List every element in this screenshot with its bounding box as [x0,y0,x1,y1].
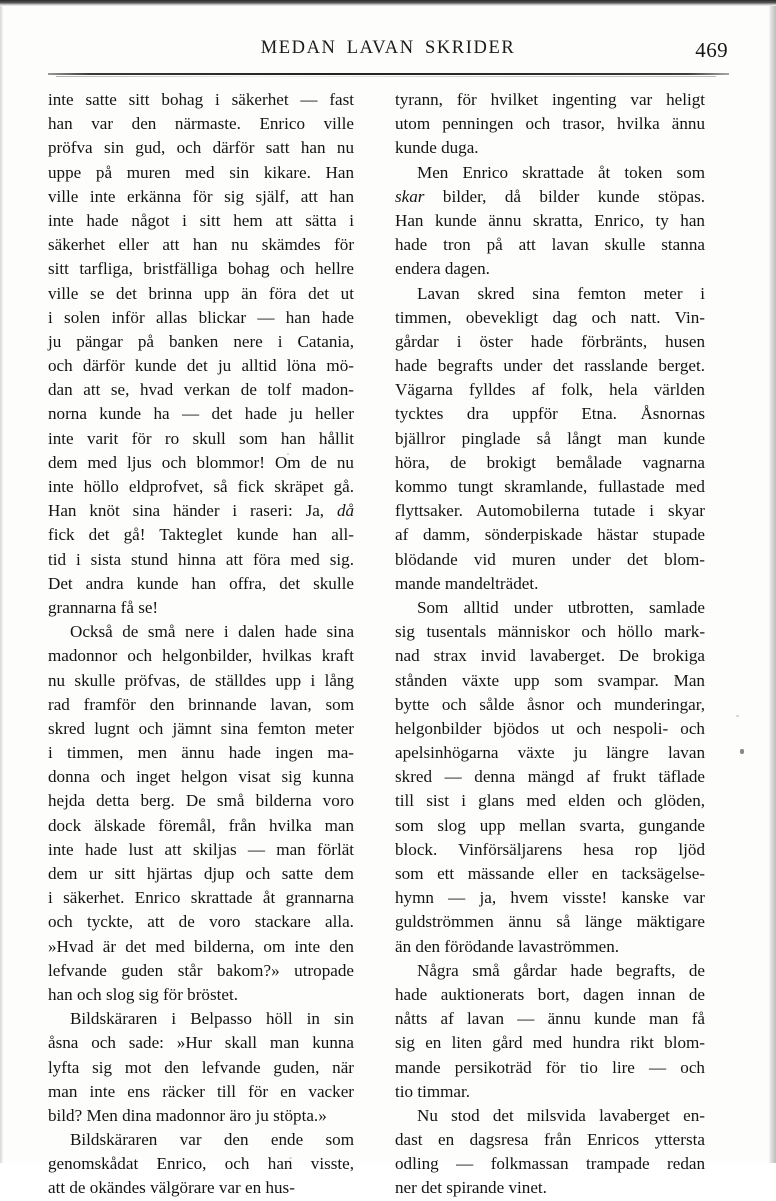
text-line: bytte och sålde åsnor och munderingar, [395,694,706,714]
text-line: Som alltid under utbrotten, samlade [417,597,705,617]
text-line: dock älskade föremål, från hvilka man [48,815,355,835]
page-number: 469 [695,38,728,62]
text-line: i timmen, men ännu hade ingen ma- [48,743,354,763]
text-line: och tyckte, att de voro stackare alla. [48,912,354,932]
text-line: till sist i glans med elden och glöden, [395,791,706,811]
text-line: apelsinhögarna växte ju längre lavan [395,743,705,763]
running-head-title: MEDAN LAVAN SKRIDER [260,38,516,58]
text-line: man inte ens räcker till för en vacker [48,1081,354,1101]
paragraph [48,620,354,1007]
text-line: nad strax invid lavaberget. De brokiga [395,646,705,666]
scan-edge-top [0,0,776,6]
text-line: skred — denna mängd af frukt täflade [395,767,705,787]
text-line: hade begrafts under det rasslande berget. [395,356,706,376]
text-line: sig en liten gård med hundra rikt blom- [395,1033,705,1053]
text-line: Lavan skred sina femton meter i [417,283,705,303]
text-line: mande mandelträdet. [395,573,539,593]
text-line: ville inte erkänna för sig själf, att han [48,186,355,206]
text-line: skred lugnt och jämnt sina femton meter [48,718,354,738]
text-line: skar bilder, då bilder kunde stöpas. [395,186,705,206]
paragraph [395,596,705,959]
text-column-left [48,88,354,1201]
text-line: Men Enrico skrattade åt token som [417,162,705,182]
text-line: än den förödande lavaströmmen. [395,936,620,956]
text-line: inte varit för ro skull som han hållit [48,428,355,448]
paragraph [48,1007,354,1128]
text-line: block. Vinförsäljarens hesa rop ljöd [395,839,706,859]
text-line: åsna och sade: »Hur skall man kunna [48,1033,354,1053]
text-line: tycktes dra uppför Etna. Åsnornas [395,404,706,424]
text-line: kommo tungt skramlande, fullastade med [395,477,705,496]
scan-edge-left [0,6,3,1163]
text-line: helgonbilder bjödos ut och nespoli- och [395,718,705,738]
text-line: dast en dagsresa från Enricos yttersta [395,1130,705,1150]
paragraph [395,282,705,596]
text-line: flyttsaker. Automobilerna tutade i skyar [395,501,705,521]
text-line: dan att se, hvad verkan de tolf madon- [48,380,354,400]
ink-speck [740,749,744,754]
text-line: pröfva sin gud, och därför satt han nu [48,138,354,158]
text-line: madonnor och helgonbilder, hvilkas kraft [48,646,354,666]
text-line: tyrann, för hvilket ingenting var heligt [395,90,706,109]
text-line: timmen, obevekligt dag och natt. Vin- [395,307,705,327]
text-line: Också de små nere i dalen hade sina [70,622,355,642]
text-line: i solen inför allas blickar — han hade [48,307,355,327]
text-line: donna och inget helgon visat sig kunna [48,767,354,787]
italic-word: skar [395,186,425,206]
text-line: i säkerhet. Enrico skrattade åt grannarna [48,888,354,908]
text-line: genomskådat Enrico, och han visste, [48,1154,355,1174]
paragraph [395,959,705,1104]
text-line: rad framför den brinnande lavan, som [48,694,355,714]
text-line: inte satte sitt bohag i säkerhet — fast [48,90,355,109]
text-line: kunde duga. [395,138,479,158]
text-line: inte hade lust att skiljas — man förlät [48,839,355,859]
text-line: gårdar i öster hade förbränts, husen [395,331,706,351]
text-line: han och slog sig för bröstet. [48,984,238,1004]
paragraph [48,1128,354,1201]
text-line: grannarna få se! [48,597,159,617]
text-line: »Hvad är det med bilderna, om inte den [48,936,354,956]
text-line: af damm, sönderpiskade hästar stupade [395,525,705,545]
text-line: stånden växte upp som svampar. Man [395,670,705,690]
text-line: som ett mässande eller en tacksägelse- [395,864,705,883]
ink-speck [736,715,739,717]
text-line: ville se det brinna upp än föra det ut [48,283,354,303]
text-line: sig tusentals människor och höllo mark- [395,622,706,642]
text-line: hade auktionerats bort, dagen innan de [395,984,706,1004]
header-rule-ghost [56,76,716,77]
text-line: höra, de brokigt bemålade vagnarna [395,452,705,472]
text-line: guldströmmen ännu så länge mäktigare [395,912,705,932]
running-head [48,38,728,64]
text-line: hymn — ja, hvem visste! kanske var [395,888,705,908]
text-line: bild? Men dina madonnor äro ju stöpta.» [48,1105,327,1125]
paragraph [395,161,705,282]
text-line: lyfta sig mot den lefvande guden, när [48,1057,354,1077]
text-line: mande persikoträd för tio lire — och [395,1057,705,1077]
text-line: han var den närmaste. Enrico ville [48,114,354,134]
text-line: tio timmar. [395,1081,471,1101]
text-line: ju pängar på banken nere i Catania, [48,331,354,351]
text-line: ner det spirande vinet. [395,1178,547,1198]
text-line: Bildskäraren i Belpasso höll in sin [70,1009,354,1029]
text-line: inte höllo eldprofvet, så fick skräpet gå. [48,477,355,496]
paragraph [48,88,354,620]
paragraph [395,88,705,161]
text-line: säkerhet eller att han nu skämdes för [48,235,355,255]
header-rule [48,73,729,75]
text-line: tid i sista stund hinna att föra med sig. [48,549,355,569]
text-line: odling — folkmassan trampade redan [395,1154,706,1174]
text-line: att de okändes välgörare var en hus- [48,1178,295,1198]
text-line: uppe på muren med sin kikare. Han [48,162,355,182]
text-line: och därför kunde det ju alltid löna mö- [48,356,354,376]
text-line: norna kunde ha — det hade ju heller [48,404,354,424]
italic-word: då [336,501,355,521]
text-line: Nu stod det milsvida lavaberget en- [417,1105,705,1125]
scan-edge-right [769,6,776,1163]
text-line: Han kunde ännu skratta, Enrico, ty han [395,210,705,230]
text-line: dem med ljus och blommor! Om de nu [48,452,354,472]
text-line: nu skulle pröfvas, de ställdes upp i lång [48,670,355,690]
text-line: endera dagen. [395,259,490,279]
text-line: hade tron på att lavan skulle stanna [395,235,705,255]
text-line: Några små gårdar hade begrafts, de [417,960,705,980]
text-line: Bildskäraren var den ende som [70,1130,355,1150]
text-line: utom penningen och trasor, hvilka ännu [395,114,705,134]
text-line: lefvande guden står bakom?» utropade [48,960,354,980]
text-line: sitt tarfliga, bristfälliga bohag och hellre [48,259,355,279]
text-column-right [395,88,705,1201]
text-line: blödande vid muren under det blom- [395,549,706,569]
paragraph [395,1104,705,1201]
text-line: som slog upp mellan svarta, gungande [395,815,706,835]
text-line: Vägarna fylldes af folk, hela världen [395,380,705,400]
text-line: nåtts af lavan — ännu kunde man få [395,1009,705,1029]
text-line: fick det gå! Takteglet kunde han all- [48,525,354,545]
text-line: Det andra kunde han offra, det skulle [48,573,354,593]
text-line: hejda detta berg. De små bilderna voro [48,791,355,811]
text-line: Han knöt sina händer i raseri: Ja, då [48,501,355,521]
text-line: dem ur sitt hjärtas djup och satte dem [48,864,354,883]
text-line: inte hade något i sitt hem att sätta i [48,210,355,230]
text-line: bjällror pinglade så långt man kunde [395,428,706,448]
